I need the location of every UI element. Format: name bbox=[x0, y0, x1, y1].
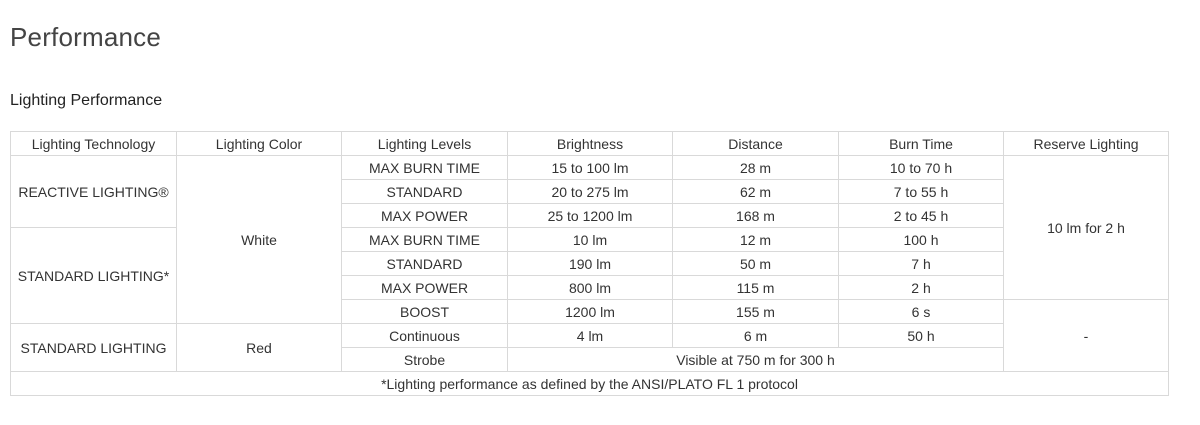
level-cell: MAX BURN TIME bbox=[342, 228, 508, 252]
level-cell: MAX POWER bbox=[342, 276, 508, 300]
brightness-cell: 25 to 1200 lm bbox=[508, 204, 673, 228]
table-row bbox=[11, 324, 1169, 348]
technology-cell: STANDARD LIGHTING bbox=[11, 324, 177, 372]
color-cell: Red bbox=[177, 324, 342, 372]
reserve-cell: - bbox=[1004, 300, 1169, 372]
footnote-row bbox=[11, 372, 1169, 396]
distance-cell: 62 m bbox=[673, 180, 839, 204]
level-cell: MAX BURN TIME bbox=[342, 156, 508, 180]
level-cell: MAX POWER bbox=[342, 204, 508, 228]
visibility-cell: Visible at 750 m for 300 h bbox=[508, 348, 1004, 372]
column-header-lighting-color: Lighting Color bbox=[177, 132, 342, 156]
table-row bbox=[11, 156, 1169, 180]
footnote: *Lighting performance as defined by the ANSI/PLATO FL 1 protocol bbox=[11, 372, 1169, 396]
distance-cell: 50 m bbox=[673, 252, 839, 276]
burn-time-cell: 2 to 45 h bbox=[839, 204, 1004, 228]
column-header-lighting-technology: Lighting Technology bbox=[11, 132, 177, 156]
column-header-lighting-levels: Lighting Levels bbox=[342, 132, 508, 156]
brightness-cell: 10 lm bbox=[508, 228, 673, 252]
column-header-brightness: Brightness bbox=[508, 132, 673, 156]
distance-cell: 12 m bbox=[673, 228, 839, 252]
brightness-cell: 1200 lm bbox=[508, 300, 673, 324]
level-cell: STANDARD bbox=[342, 252, 508, 276]
burn-time-cell: 50 h bbox=[839, 324, 1004, 348]
brightness-cell: 20 to 275 lm bbox=[508, 180, 673, 204]
column-header-burn-time: Burn Time bbox=[839, 132, 1004, 156]
burn-time-cell: 7 h bbox=[839, 252, 1004, 276]
burn-time-cell: 100 h bbox=[839, 228, 1004, 252]
technology-cell: REACTIVE LIGHTING® bbox=[11, 156, 177, 228]
distance-cell: 6 m bbox=[673, 324, 839, 348]
brightness-cell: 4 lm bbox=[508, 324, 673, 348]
distance-cell: 168 m bbox=[673, 204, 839, 228]
burn-time-cell: 2 h bbox=[839, 276, 1004, 300]
reserve-cell: 10 lm for 2 h bbox=[1004, 156, 1169, 300]
section-title: Lighting Performance bbox=[10, 92, 163, 109]
brightness-cell: 15 to 100 lm bbox=[508, 156, 673, 180]
distance-cell: 115 m bbox=[673, 276, 839, 300]
color-cell: White bbox=[177, 156, 342, 324]
level-cell: Continuous bbox=[342, 324, 508, 348]
column-header-distance: Distance bbox=[673, 132, 839, 156]
brightness-cell: 190 lm bbox=[508, 252, 673, 276]
level-cell: STANDARD bbox=[342, 180, 508, 204]
header-row bbox=[11, 132, 1169, 156]
technology-cell: STANDARD LIGHTING* bbox=[11, 228, 177, 324]
distance-cell: 155 m bbox=[673, 300, 839, 324]
lighting-performance-table bbox=[10, 131, 1169, 396]
burn-time-cell: 10 to 70 h bbox=[839, 156, 1004, 180]
burn-time-cell: 6 s bbox=[839, 300, 1004, 324]
distance-cell: 28 m bbox=[673, 156, 839, 180]
level-cell: Strobe bbox=[342, 348, 508, 372]
burn-time-cell: 7 to 55 h bbox=[839, 180, 1004, 204]
brightness-cell: 800 lm bbox=[508, 276, 673, 300]
page-title: Performance bbox=[10, 22, 162, 52]
level-cell: BOOST bbox=[342, 300, 508, 324]
column-header-reserve-lighting: Reserve Lighting bbox=[1004, 132, 1169, 156]
